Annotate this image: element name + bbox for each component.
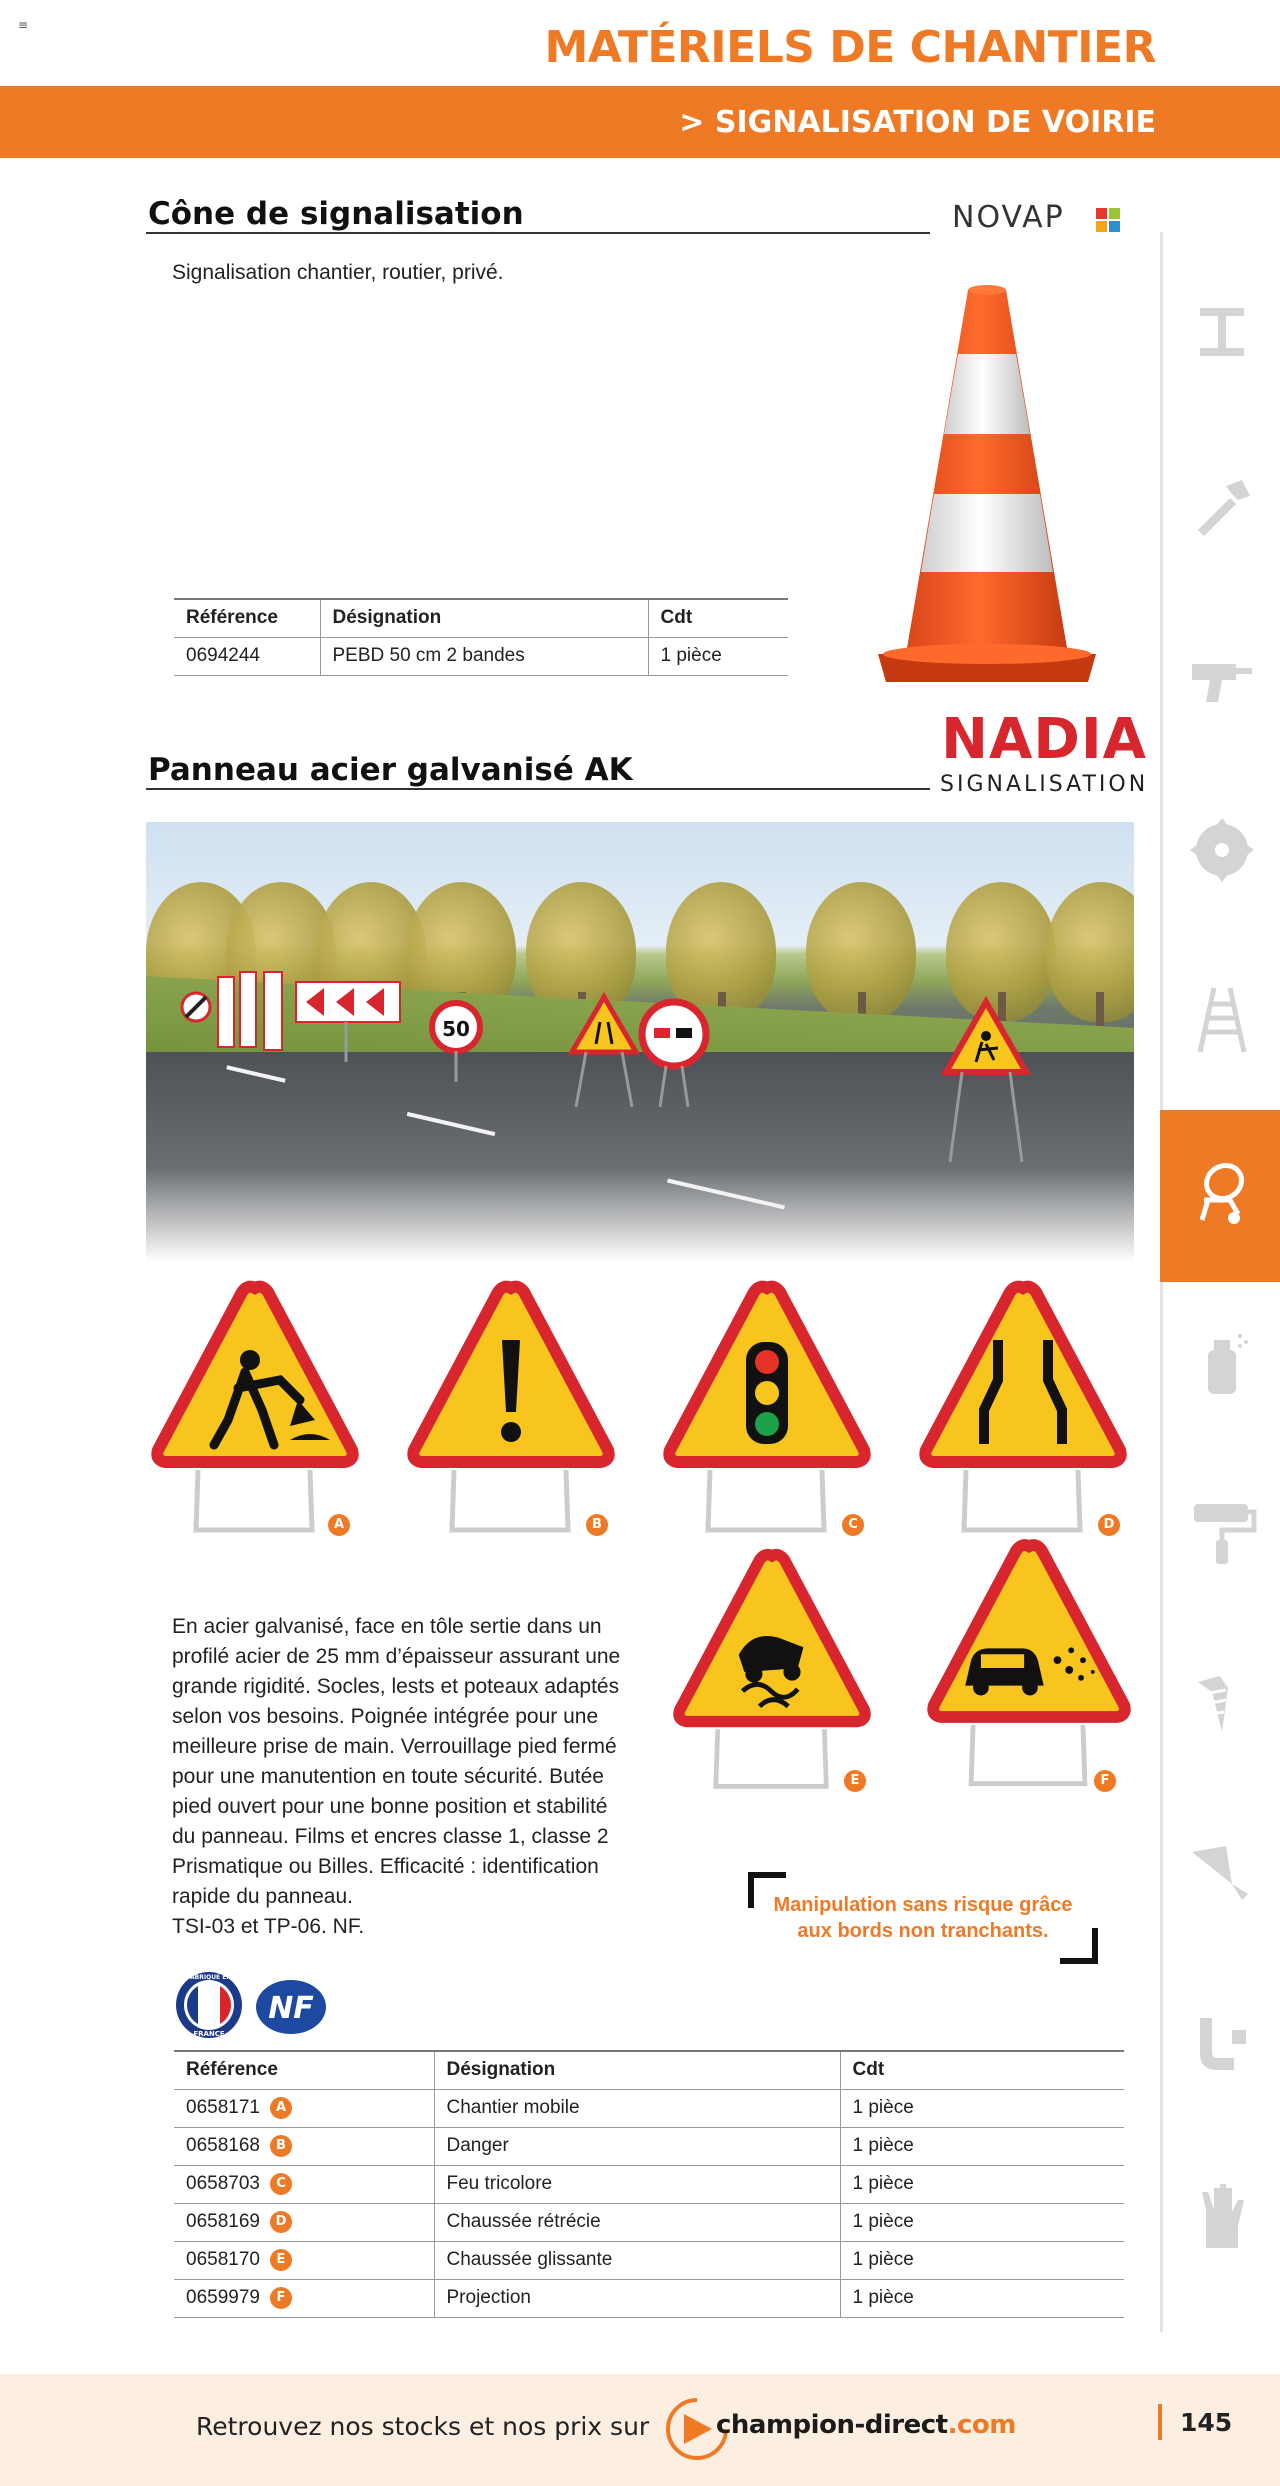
glove-icon[interactable]	[1186, 2180, 1258, 2252]
cell-reference	[174, 2203, 434, 2241]
table-row	[174, 2127, 1124, 2165]
panel-description-line: grande rigidité. Socles, lests et poteaux adaptés	[172, 1675, 620, 1698]
novap-logo-mark	[1096, 208, 1120, 232]
category-sidebar	[1160, 232, 1280, 2332]
cell-designation: Chantier mobile	[434, 2089, 840, 2127]
reference-code: 0658703	[186, 2173, 260, 2194]
panel-section-title: Panneau acier galvanisé AK	[148, 752, 633, 788]
cell-reference	[174, 2279, 434, 2317]
panel-section-rule	[146, 788, 930, 790]
beam-icon[interactable]	[1186, 296, 1258, 368]
panel-reference-table	[174, 2050, 1124, 2318]
fabrique-en-france-logo	[174, 1970, 244, 2040]
callout-text	[758, 1892, 1088, 1944]
nf-certification-logo	[254, 1978, 328, 2036]
panel-description-line: Prismatique ou Billes. Efficacité : identification	[172, 1855, 599, 1878]
footer-brand-tld: .com	[947, 2410, 1016, 2440]
table-header-row	[174, 2051, 1124, 2089]
novap-logo: NOVAP	[952, 200, 1065, 235]
panel-description-line: pied ouvert pour une bonne position et stabilité	[172, 1795, 608, 1818]
page-title: MATÉRIELS DE CHANTIER	[544, 22, 1156, 73]
row-letter-badge: C	[270, 2173, 292, 2195]
table-header-reference: Référence	[174, 2051, 434, 2089]
panel-description-line: pour une manutention en toute sécurité. Butée	[172, 1765, 604, 1788]
cell-reference	[174, 2089, 434, 2127]
menu-icon[interactable]: ≡	[18, 18, 29, 32]
cell-designation: Feu tricolore	[434, 2165, 840, 2203]
spray-can-icon[interactable]	[1186, 1326, 1258, 1398]
cell-designation: Projection	[434, 2279, 840, 2317]
cone-description: Signalisation chantier, routier, privé.	[172, 261, 504, 284]
sign-danger	[406, 1280, 616, 1542]
table-row	[174, 2203, 1124, 2241]
cell-reference	[174, 2241, 434, 2279]
panel-description-line: profilé acier de 25 mm d’épaisseur assurant une	[172, 1645, 621, 1668]
sign-projection	[926, 1538, 1132, 1796]
speed-limit-text: 50	[442, 1017, 470, 1041]
table-header-cdt: Cdt	[840, 2051, 1124, 2089]
screw-icon[interactable]	[1186, 1668, 1258, 1740]
logo-fr-top-text: FABRIQUÉ EN	[186, 1974, 232, 1981]
cell-cdt: 1 pièce	[840, 2089, 1124, 2127]
row-letter-badge: D	[270, 2211, 292, 2233]
reference-code: 0658168	[186, 2135, 260, 2156]
logo-fr-text: FRANCE	[193, 2030, 225, 2038]
row-letter-badge: B	[270, 2135, 292, 2157]
sign-badge-f: F	[1094, 1770, 1116, 1792]
cell-cdt: 1 pièce	[840, 2203, 1124, 2241]
drill-icon[interactable]	[1186, 642, 1258, 714]
table-row	[174, 2241, 1124, 2279]
panel-description	[172, 1612, 652, 1942]
sign-badge-c: C	[842, 1514, 864, 1536]
panel-description-line: rapide du panneau.	[172, 1885, 353, 1908]
sign-chaussee-retrecie	[918, 1280, 1128, 1542]
hammer-icon[interactable]	[1186, 470, 1258, 542]
row-letter-badge: A	[270, 2097, 292, 2119]
cone-section-rule	[146, 232, 930, 234]
safety-callout	[748, 1872, 1098, 1964]
ladder-icon[interactable]	[1186, 984, 1258, 1056]
reference-code: 0658169	[186, 2211, 260, 2232]
sign-badge-a: A	[328, 1514, 350, 1536]
cell-designation: PEBD 50 cm 2 bandes	[320, 637, 648, 675]
sign-chantier-mobile	[150, 1280, 360, 1542]
footer-divider	[1158, 2404, 1162, 2440]
funnel-icon[interactable]	[1186, 1838, 1258, 1910]
page-footer	[0, 2374, 1280, 2486]
table-row	[174, 2165, 1124, 2203]
sign-badge-e: E	[844, 1770, 866, 1792]
cone-reference-table	[174, 598, 788, 676]
cone-section-title: Cône de signalisation	[148, 196, 524, 232]
cell-designation: Danger	[434, 2127, 840, 2165]
logo-nf-text: NF	[268, 1991, 314, 2026]
traffic-cone-image	[872, 282, 1102, 692]
cell-designation: Chaussée rétrécie	[434, 2203, 840, 2241]
cell-reference	[174, 2165, 434, 2203]
row-letter-badge: F	[270, 2287, 292, 2309]
cell-cdt: 1 pièce	[840, 2127, 1124, 2165]
sidebar-divider	[1160, 232, 1163, 2332]
table-header-designation: Désignation	[434, 2051, 840, 2089]
table-header-designation: Désignation	[320, 599, 648, 637]
sign-badge-d: D	[1098, 1514, 1120, 1536]
cell-cdt: 1 pièce	[648, 637, 788, 675]
table-row	[174, 2089, 1124, 2127]
section-subtitle: > SIGNALISATION DE VOIRIE	[679, 105, 1156, 140]
panel-description-line: En acier galvanisé, face en tôle sertie dans un	[172, 1615, 602, 1638]
sign-badge-b: B	[586, 1514, 608, 1536]
table-header-row	[174, 599, 788, 637]
reference-code: 0659979	[186, 2287, 260, 2308]
footer-text: Retrouvez nos stocks et nos prix sur	[196, 2412, 650, 2441]
callout-line: Manipulation sans risque grâce	[773, 1894, 1073, 1916]
section-band	[0, 86, 1280, 158]
table-row	[174, 637, 788, 675]
panel-description-line: selon vos besoins. Poignée intégrée pour une	[172, 1705, 599, 1728]
nadia-logo-main: NADIA	[941, 707, 1148, 772]
sign-chaussee-glissante	[672, 1548, 872, 1798]
cell-reference: 0694244	[174, 637, 320, 675]
saw-blade-icon[interactable]	[1186, 814, 1258, 886]
nadia-logo	[940, 707, 1149, 797]
table-row	[174, 2279, 1124, 2317]
concrete-mixer-icon[interactable]	[1186, 1156, 1258, 1228]
footer-brand-link[interactable]	[716, 2410, 1016, 2440]
pipe-icon[interactable]	[1186, 2010, 1258, 2082]
sign-feu-tricolore	[662, 1280, 872, 1542]
table-header-reference: Référence	[174, 599, 320, 637]
table-header-cdt: Cdt	[648, 599, 788, 637]
reference-code: 0658171	[186, 2097, 260, 2118]
panel-description-line: du panneau. Films et encres classe 1, classe 2	[172, 1825, 609, 1848]
panel-description-line: TSI-03 et TP-06. NF.	[172, 1915, 365, 1938]
cell-cdt: 1 pièce	[840, 2165, 1124, 2203]
paint-roller-icon[interactable]	[1186, 1496, 1258, 1568]
page-number: 145	[1180, 2408, 1233, 2437]
footer-brand-name: champion-direct	[716, 2410, 948, 2440]
callout-line: aux bords non tranchants.	[797, 1920, 1049, 1942]
reference-code: 0658170	[186, 2249, 260, 2270]
nadia-logo-sub: SIGNALISATION	[940, 772, 1149, 797]
cell-designation: Chaussée glissante	[434, 2241, 840, 2279]
cell-reference	[174, 2127, 434, 2165]
roadside-signs-photo	[146, 822, 1134, 1262]
panel-description-line: meilleure prise de main. Verrouillage pied fermé	[172, 1735, 617, 1758]
cell-cdt: 1 pièce	[840, 2279, 1124, 2317]
cell-cdt: 1 pièce	[840, 2241, 1124, 2279]
row-letter-badge: E	[270, 2249, 292, 2271]
